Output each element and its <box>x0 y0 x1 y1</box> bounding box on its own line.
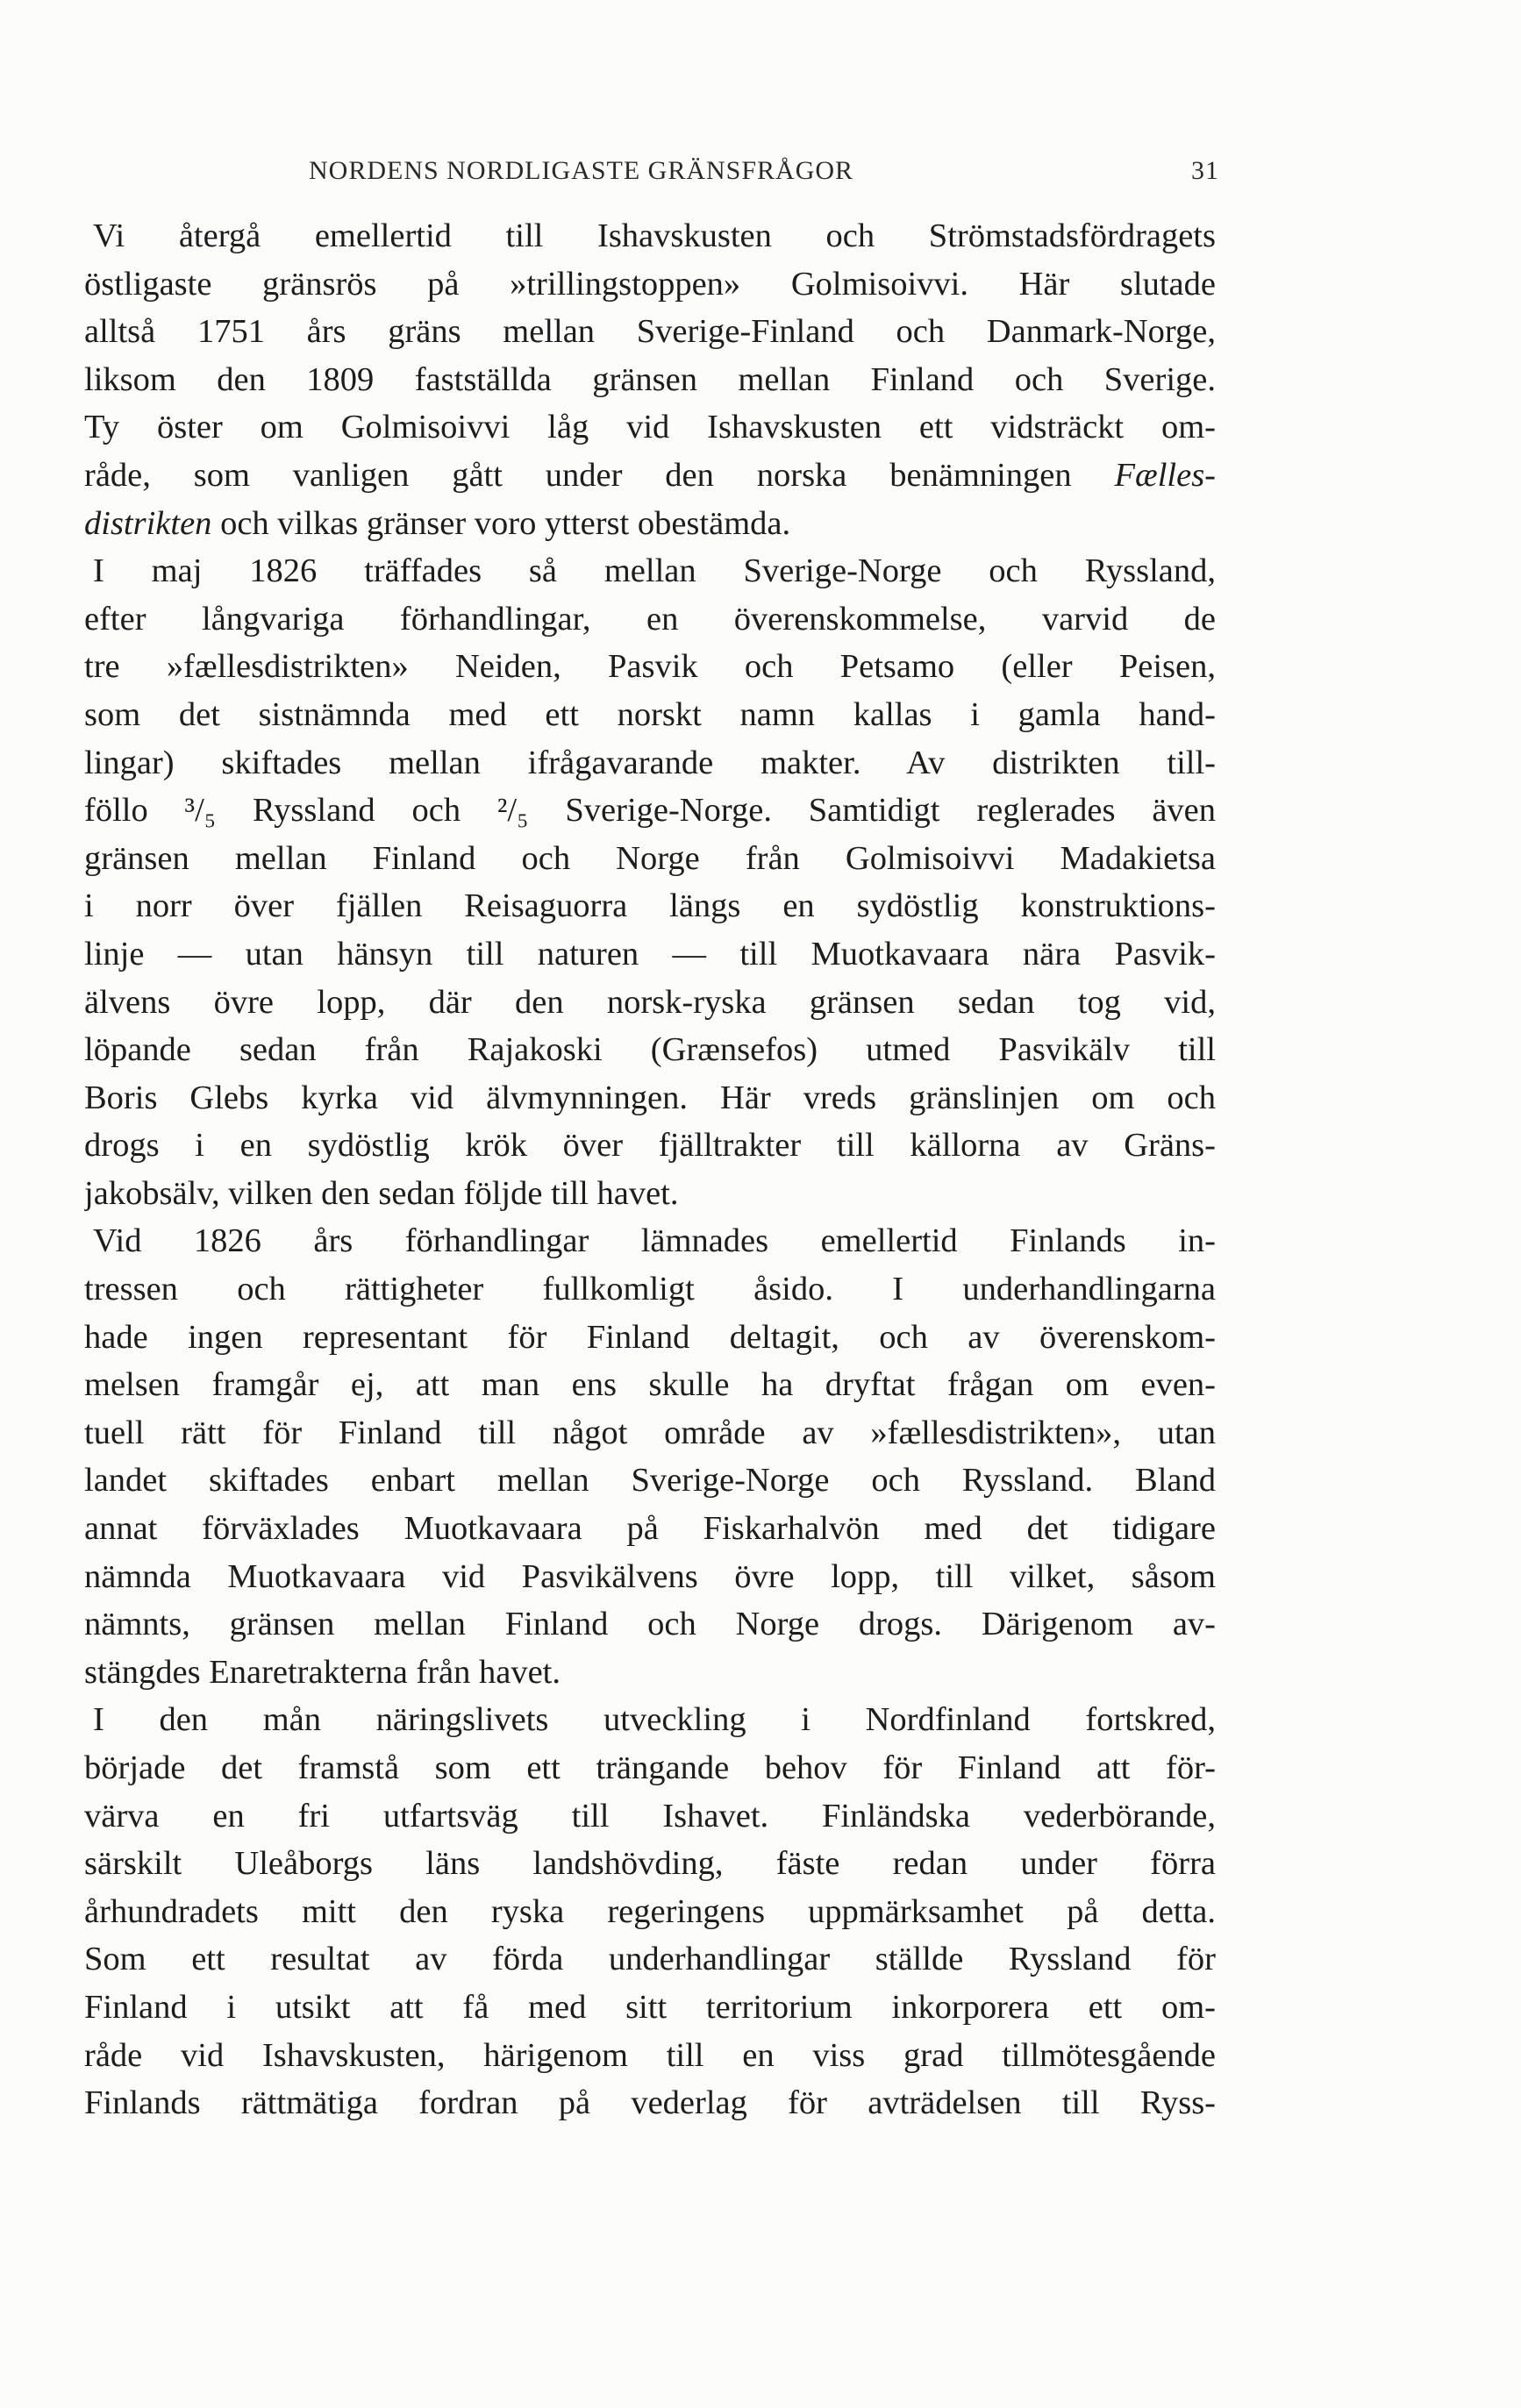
text-line: alltså 1751 års gräns mellan Sverige-Finland och Danmark-Norge, <box>84 313 1216 351</box>
text-line: värva en fri utfartsväg till Ishavet. Finländska vederbörande, <box>84 1797 1216 1834</box>
text-line: Boris Glebs kyrka vid älvmynningen. Här vreds gränslinjen om och <box>84 1079 1216 1116</box>
text-line: tressen och rättigheter fullkomligt åsido. I underhandlingarna <box>84 1271 1216 1308</box>
text-line: särskilt Uleåborgs läns landshövding, fäste redan under förra <box>84 1845 1216 1883</box>
text-line: I den mån näringslivets utveckling i Nordfinland fortskred, <box>93 1701 1216 1739</box>
text-line: Finlands rättmätiga fordran på vederlag för avträdelsen till Ryss- <box>84 2084 1216 2122</box>
text-line: Finland i utsikt att få med sitt territorium inkorporera ett om- <box>84 1988 1216 2026</box>
text-line: nämnts, gränsen mellan Finland och Norge drogs. Därigenom av- <box>84 1606 1216 1643</box>
text-line: Vi återgå emellertid till Ishavskusten och Strömstadsfördragets <box>93 217 1216 254</box>
text-line <box>84 452 1216 500</box>
text-line: nämnda Muotkavaara vid Pasvikälvens övre lopp, till vilket, såsom <box>84 1557 1216 1595</box>
text-line: landet skiftades enbart mellan Sverige-Norge och Ryssland. Bland <box>84 1462 1216 1500</box>
text-line: östligaste gränsrös på »trillingstoppen» Golmisoivvi. Här slutade <box>84 265 1216 303</box>
text-line: jakobsälv, vilken den sedan följde till havet. <box>84 1174 679 1212</box>
text-line: Vid 1826 års förhandlingar lämnades emellertid Finlands in- <box>93 1222 1216 1260</box>
text-line: I maj 1826 träffades så mellan Sverige-Norge och Ryssland, <box>93 552 1216 590</box>
text-run: och vilkas gränser voro ytterst obestämda. <box>211 504 791 542</box>
paragraph <box>84 212 1216 547</box>
text-line: Som ett resultat av förda underhandlingar ställde Ryssland för <box>84 1941 1216 1978</box>
text-line: århundradets mitt den ryska regeringens uppmärksamhet på detta. <box>84 1892 1216 1930</box>
text-line: föllo ³/₅ Ryssland och ²/₅ Sverige-Norge. Samtidigt reglerades även <box>84 792 1216 830</box>
text-line: Ty öster om Golmisoivvi låg vid Ishavskusten ett vidsträckt om- <box>84 409 1216 446</box>
text-line: melsen framgår ej, att man ens skulle ha dryftat frågan om even- <box>84 1366 1216 1404</box>
text-line: började det framstå som ett trängande behov för Finland att för- <box>84 1749 1216 1786</box>
text-line: efter långvariga förhandlingar, en överenskommelse, varvid de <box>84 600 1216 638</box>
text-line: gränsen mellan Finland och Norge från Golmisoivvi Madakietsa <box>84 839 1216 877</box>
text-line: råde vid Ishavskusten, härigenom till en viss grad tillmötesgående <box>84 2036 1216 2074</box>
body-text <box>84 212 1216 2127</box>
text-line: som det sistnämnda med ett norskt namn kallas i gamla hand- <box>84 695 1216 733</box>
text-line: tre »fællesdistrikten» Neiden, Pasvik och Petsamo (eller Peisen, <box>84 648 1216 686</box>
text-line: annat förväxlades Muotkavaara på Fiskarhalvön med det tidigare <box>84 1510 1216 1548</box>
text-line: liksom den 1809 fastställda gränsen mellan Finland och Sverige. <box>84 360 1216 398</box>
text-line <box>84 500 1216 548</box>
page-number: 31 <box>1191 156 1219 185</box>
text-line: lingar) skiftades mellan ifrågavarande makter. Av distrikten till- <box>84 744 1216 781</box>
running-head <box>88 156 1219 200</box>
text-line: älvens övre lopp, där den norsk-ryska gränsen sedan tog vid, <box>84 983 1216 1021</box>
running-title: NORDENS NORDLIGASTE GRÄNSFRÅGOR <box>309 156 854 185</box>
paragraph <box>84 547 1216 1217</box>
text-run: råde, som vanligen gått under den norska benämningen <box>84 456 1115 494</box>
text-line: stängdes Enaretrakterna från havet. <box>84 1653 561 1691</box>
paragraph <box>84 1696 1216 2127</box>
text-line: löpande sedan från Rajakoski (Grænsefos) utmed Pasvikälv till <box>84 1031 1216 1069</box>
paragraph <box>84 1217 1216 1696</box>
text-line: drogs i en sydöstlig krök över fjälltrakter till källorna av Gräns- <box>84 1127 1216 1165</box>
italic-term: Fælles- <box>1114 456 1216 494</box>
text-line: linje — utan hänsyn till naturen — till Muotkavaara nära Pasvik- <box>84 935 1216 972</box>
text-line: hade ingen representant för Finland deltagit, och av överenskom- <box>84 1318 1216 1356</box>
text-line: tuell rätt för Finland till något område av »fællesdistrikten», utan <box>84 1414 1216 1451</box>
italic-term: distrikten <box>84 504 212 542</box>
text-line: i norr över fjällen Reisaguorra längs en sydöstlig konstruktions- <box>84 887 1216 925</box>
